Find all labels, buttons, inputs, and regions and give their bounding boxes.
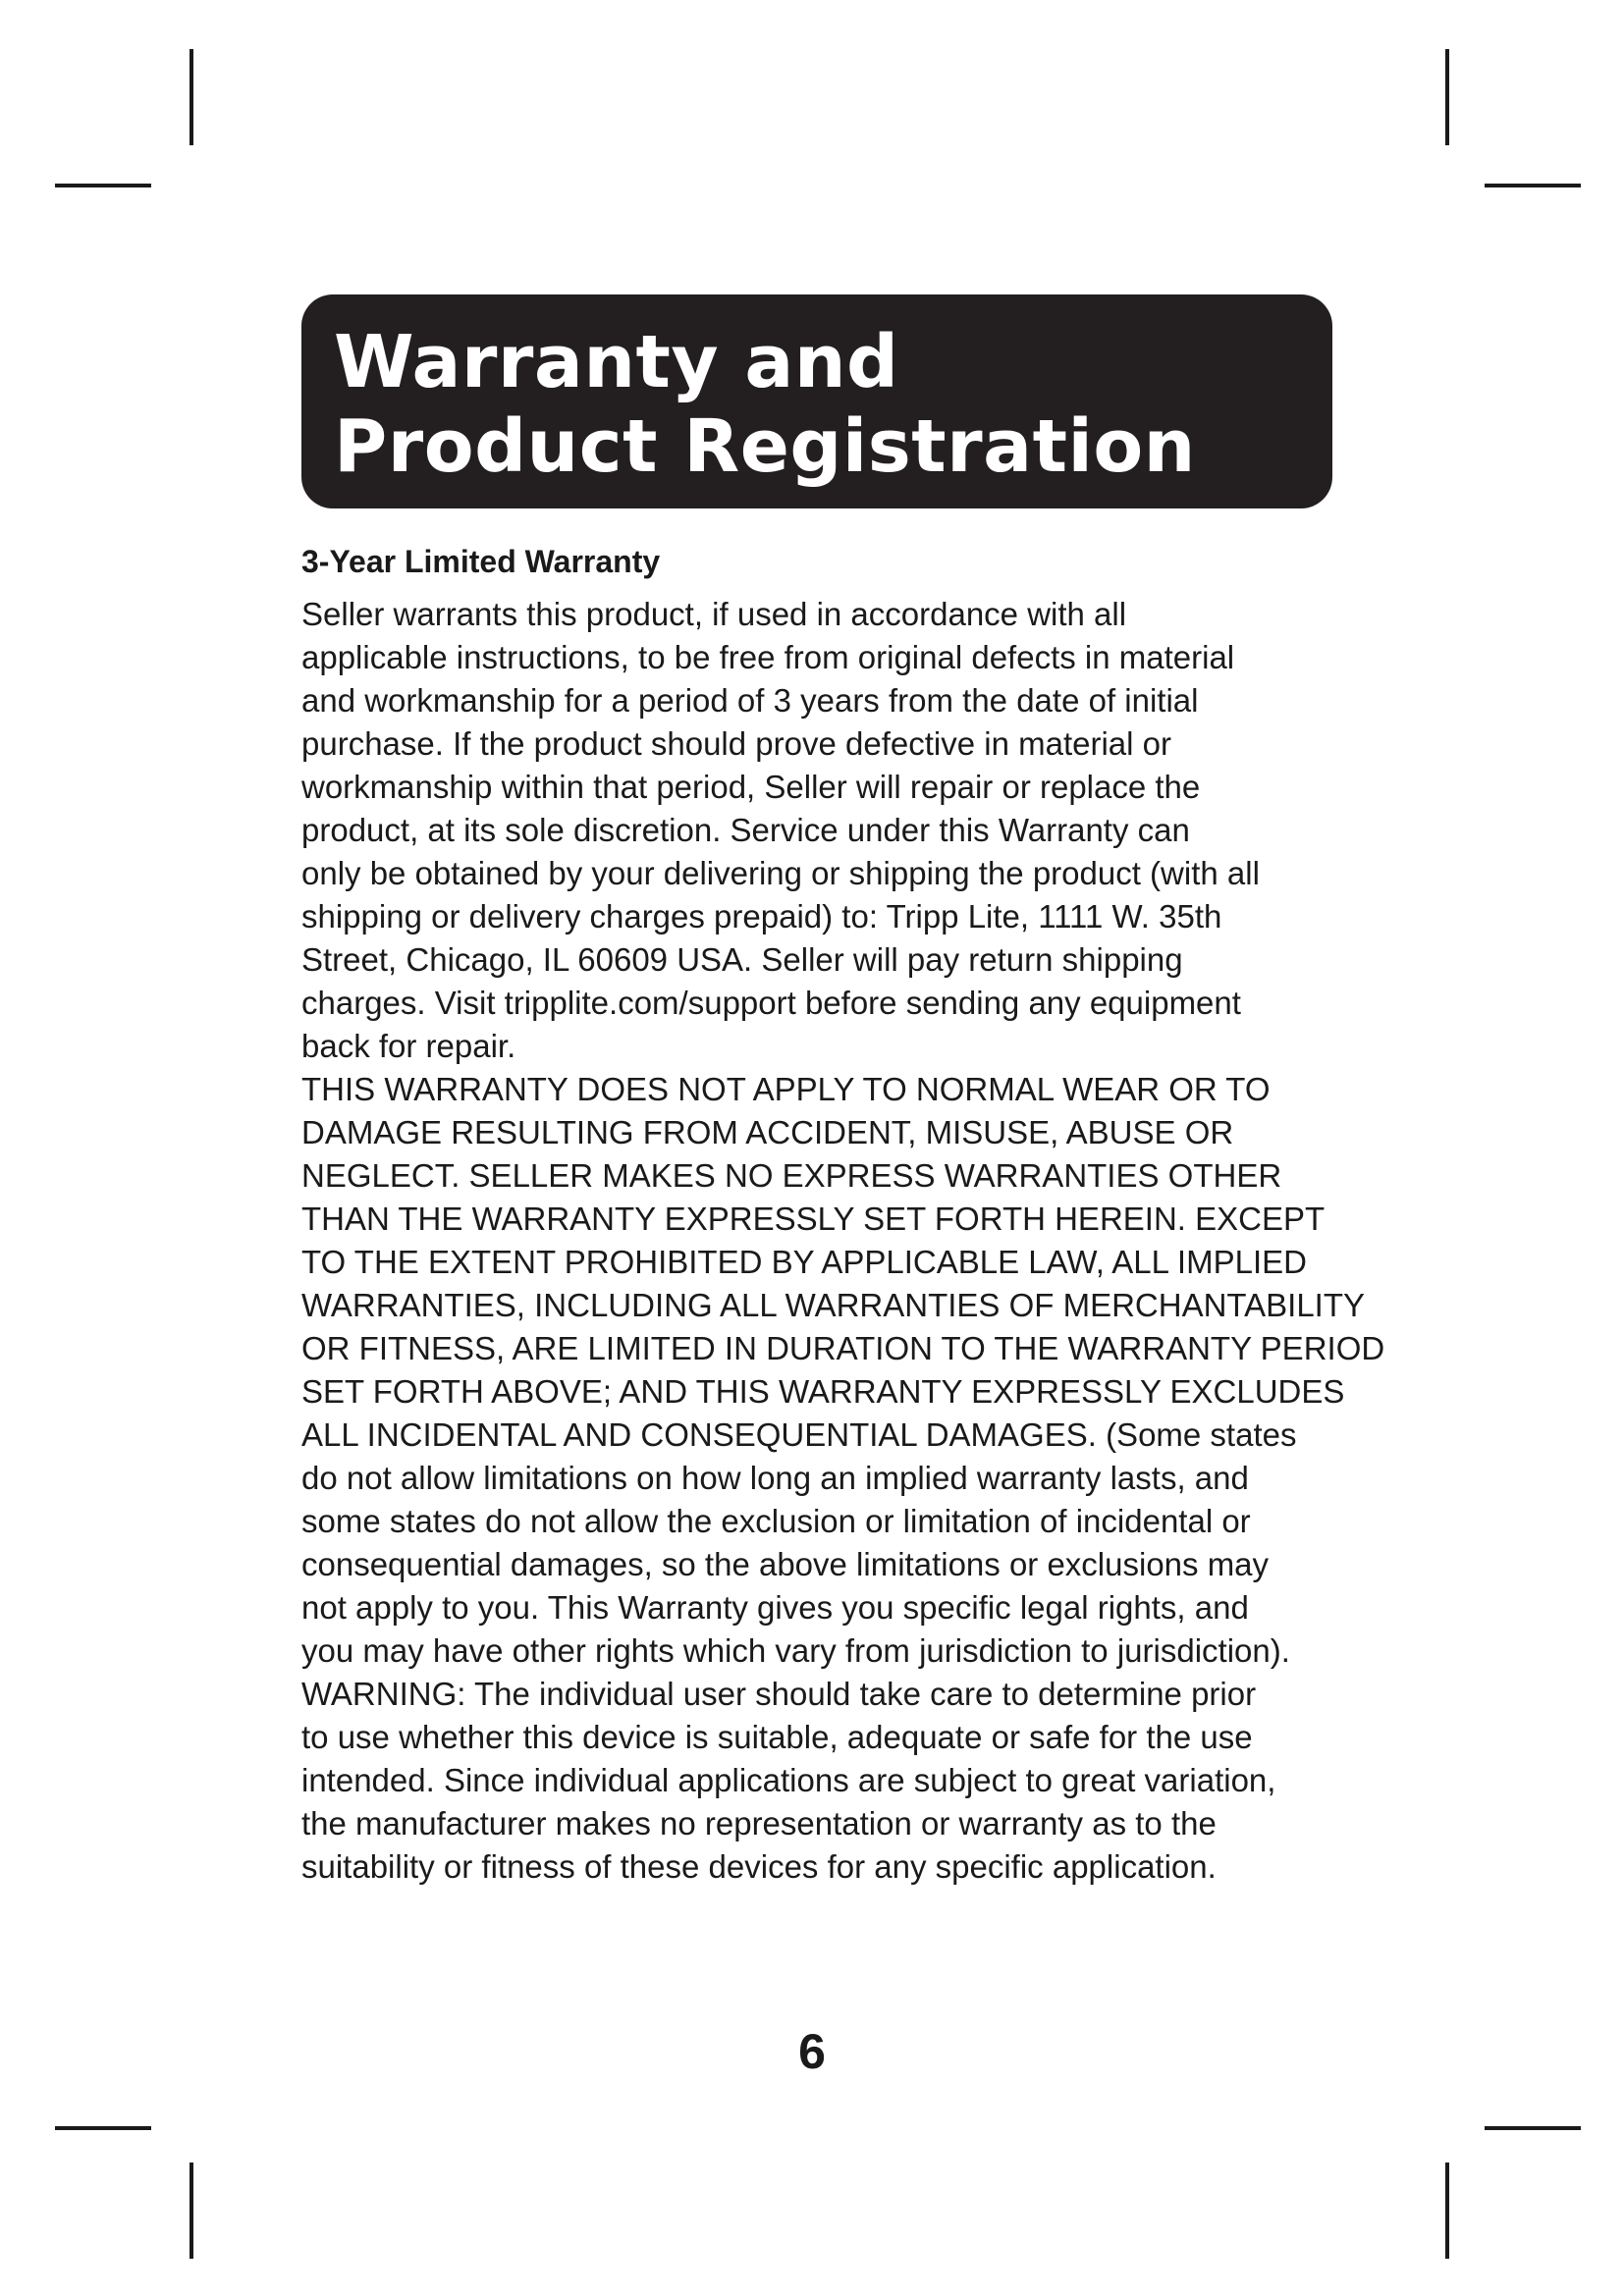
warranty-paragraph — [301, 593, 1332, 1068]
text-line: WARNING: The individual user should take care to determine prior — [301, 1676, 1257, 1712]
text-line: NEGLECT. SELLER MAKES NO EXPRESS WARRANTIES OTHER — [301, 1157, 1282, 1194]
crop-mark-top-right-horizontal — [1485, 184, 1581, 187]
crop-mark-bottom-right-horizontal — [1485, 2126, 1581, 2130]
crop-mark-bottom-right-vertical — [1445, 2163, 1449, 2259]
text-line: applicable instructions, to be free from original defects in material — [301, 639, 1235, 675]
text-line: back for repair. — [301, 1028, 516, 1064]
text-line: consequential damages, so the above limitations or exclusions may — [301, 1546, 1270, 1582]
text-line: intended. Since individual applications are subject to great variation, — [301, 1762, 1276, 1798]
page-title-line-2: Product Registration — [334, 404, 1196, 489]
text-line: suitability or fitness of these devices for any specific application. — [301, 1848, 1217, 1885]
text-line: do not allow limitations on how long an implied warranty lasts, and — [301, 1460, 1249, 1496]
text-line: Street, Chicago, IL 60609 USA. Seller will pay return shipping — [301, 941, 1183, 978]
crop-mark-top-right-vertical — [1445, 49, 1449, 145]
text-line: charges. Visit tripplite.com/support before sending any equipment — [301, 985, 1241, 1021]
text-line: SET FORTH ABOVE; AND THIS WARRANTY EXPRESSLY EXCLUDES — [301, 1373, 1345, 1410]
text-line: and workmanship for a period of 3 years from the date of initial — [301, 682, 1199, 719]
crop-mark-bottom-left-horizontal — [55, 2126, 151, 2130]
warranty-content — [301, 542, 1385, 1889]
text-line: OR FITNESS, ARE LIMITED IN DURATION TO THE WARRANTY PERIOD — [301, 1330, 1385, 1366]
crop-mark-top-left-horizontal — [55, 184, 151, 187]
text-line: product, at its sole discretion. Service under this Warranty can — [301, 812, 1190, 848]
text-line: purchase. If the product should prove defective in material or — [301, 725, 1171, 762]
text-line: you may have other rights which vary from jurisdiction to jurisdiction). — [301, 1632, 1290, 1669]
text-line: WARRANTIES, INCLUDING ALL WARRANTIES OF MERCHANTABILITY — [301, 1287, 1366, 1323]
text-line: shipping or delivery charges prepaid) to: Tripp Lite, 1111 W. 35th — [301, 898, 1222, 934]
title-banner — [301, 294, 1332, 508]
page-title-line-1: Warranty and — [334, 320, 899, 404]
text-line: workmanship within that period, Seller will repair or replace the — [301, 769, 1201, 805]
text-line: TO THE EXTENT PROHIBITED BY APPLICABLE LAW, ALL IMPLIED — [301, 1244, 1307, 1280]
text-line: to use whether this device is suitable, adequate or safe for the use — [301, 1719, 1253, 1755]
text-line: THAN THE WARRANTY EXPRESSLY SET FORTH HEREIN. EXCEPT — [301, 1201, 1326, 1237]
page-number: 6 — [798, 2024, 826, 2079]
text-line: DAMAGE RESULTING FROM ACCIDENT, MISUSE, ABUSE OR — [301, 1114, 1234, 1150]
text-line: THIS WARRANTY DOES NOT APPLY TO NORMAL WEAR OR TO — [301, 1071, 1271, 1107]
text-line: ALL INCIDENTAL AND CONSEQUENTIAL DAMAGES. (Some states — [301, 1416, 1297, 1453]
text-line: not apply to you. This Warranty gives you specific legal rights, and — [301, 1589, 1249, 1626]
text-line: Seller warrants this product, if used in accordance with all — [301, 596, 1127, 632]
crop-mark-top-left-vertical — [189, 49, 193, 145]
disclaimer-paragraph — [301, 1068, 1385, 1673]
text-line: the manufacturer makes no representation or warranty as to the — [301, 1805, 1217, 1842]
crop-mark-bottom-left-vertical — [189, 2163, 193, 2259]
warning-paragraph — [301, 1673, 1332, 1889]
text-line: some states do not allow the exclusion or limitation of incidental or — [301, 1503, 1251, 1539]
text-line: only be obtained by your delivering or shipping the product (with all — [301, 855, 1260, 891]
section-heading: 3-Year Limited Warranty — [301, 544, 661, 579]
